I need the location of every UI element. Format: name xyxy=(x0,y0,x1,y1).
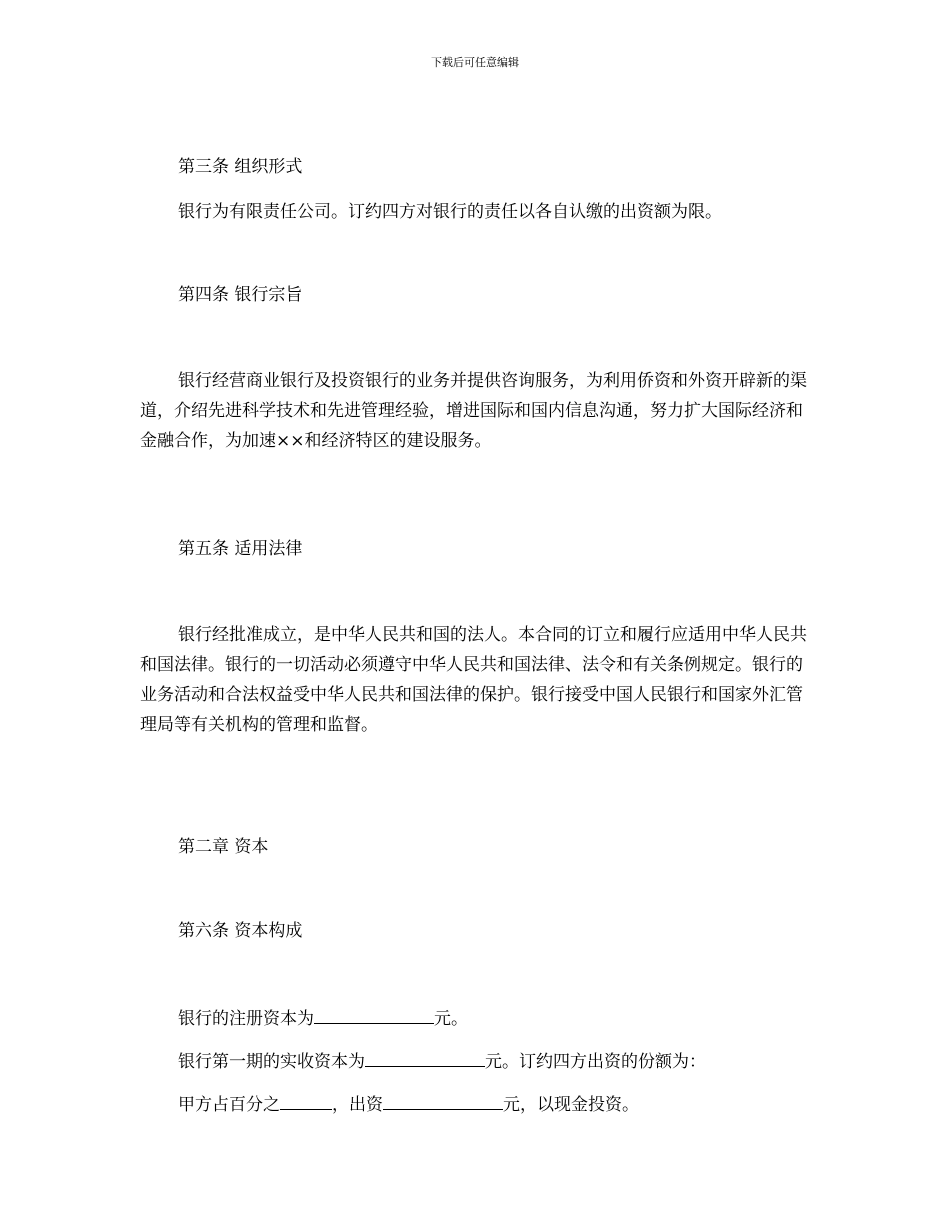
article-4-body: 银行经营商业银行及投资银行的业务并提供咨询服务，为利用侨资和外资开辟新的渠道，介绍先进科学技术和先进管理经验，增进国际和国内信息沟通，努力扩大国际经济和金融合作，为加速××和经济特区的建设服务。 xyxy=(140,371,807,451)
party-a-contribution-line xyxy=(178,1092,639,1116)
registered-capital-label: 银行的注册资本为 xyxy=(178,1009,314,1029)
page-header: 下载后可任意编辑 xyxy=(431,56,519,69)
paid-in-capital-label: 银行第一期的实收资本为 xyxy=(178,1052,365,1072)
registered-capital-line xyxy=(178,1006,468,1030)
party-a-share-label: 甲方占百分之 xyxy=(178,1095,280,1115)
paid-in-capital-line xyxy=(178,1049,706,1073)
article-5-body: 银行经批准成立，是中华人民共和国的法人。本合同的订立和履行应适用中华人民共和国法律。银行的一切活动必须遵守中华人民共和国法律、法令和有关条例规定。银行的业务活动和合法权益受中华人民共和国法律的保护。银行接受中国人民银行和国家外汇管理局等有关机构的管理和监督。 xyxy=(140,625,807,735)
chapter-2-heading: 第二章 资本 xyxy=(178,837,269,857)
paid-in-capital-blank xyxy=(365,1049,485,1067)
registered-capital-blank xyxy=(314,1006,434,1024)
article-3-body: 银行为有限责任公司。订约四方对银行的责任以各自认缴的出资额为限。 xyxy=(178,202,722,222)
party-a-percent-blank xyxy=(280,1092,332,1110)
article-5-heading: 第五条 适用法律 xyxy=(178,539,303,559)
party-a-contribution-unit: 元，以现金投资。 xyxy=(503,1095,639,1115)
article-6-heading: 第六条 资本构成 xyxy=(178,921,303,941)
paid-in-capital-unit: 元。订约四方出资的份额为： xyxy=(485,1052,706,1072)
article-3-heading: 第三条 组织形式 xyxy=(178,157,303,177)
party-a-contribution-label: ，出资 xyxy=(332,1095,383,1115)
registered-capital-unit: 元。 xyxy=(434,1009,468,1029)
party-a-amount-blank xyxy=(383,1092,503,1110)
article-4-heading: 第四条 银行宗旨 xyxy=(178,285,303,305)
